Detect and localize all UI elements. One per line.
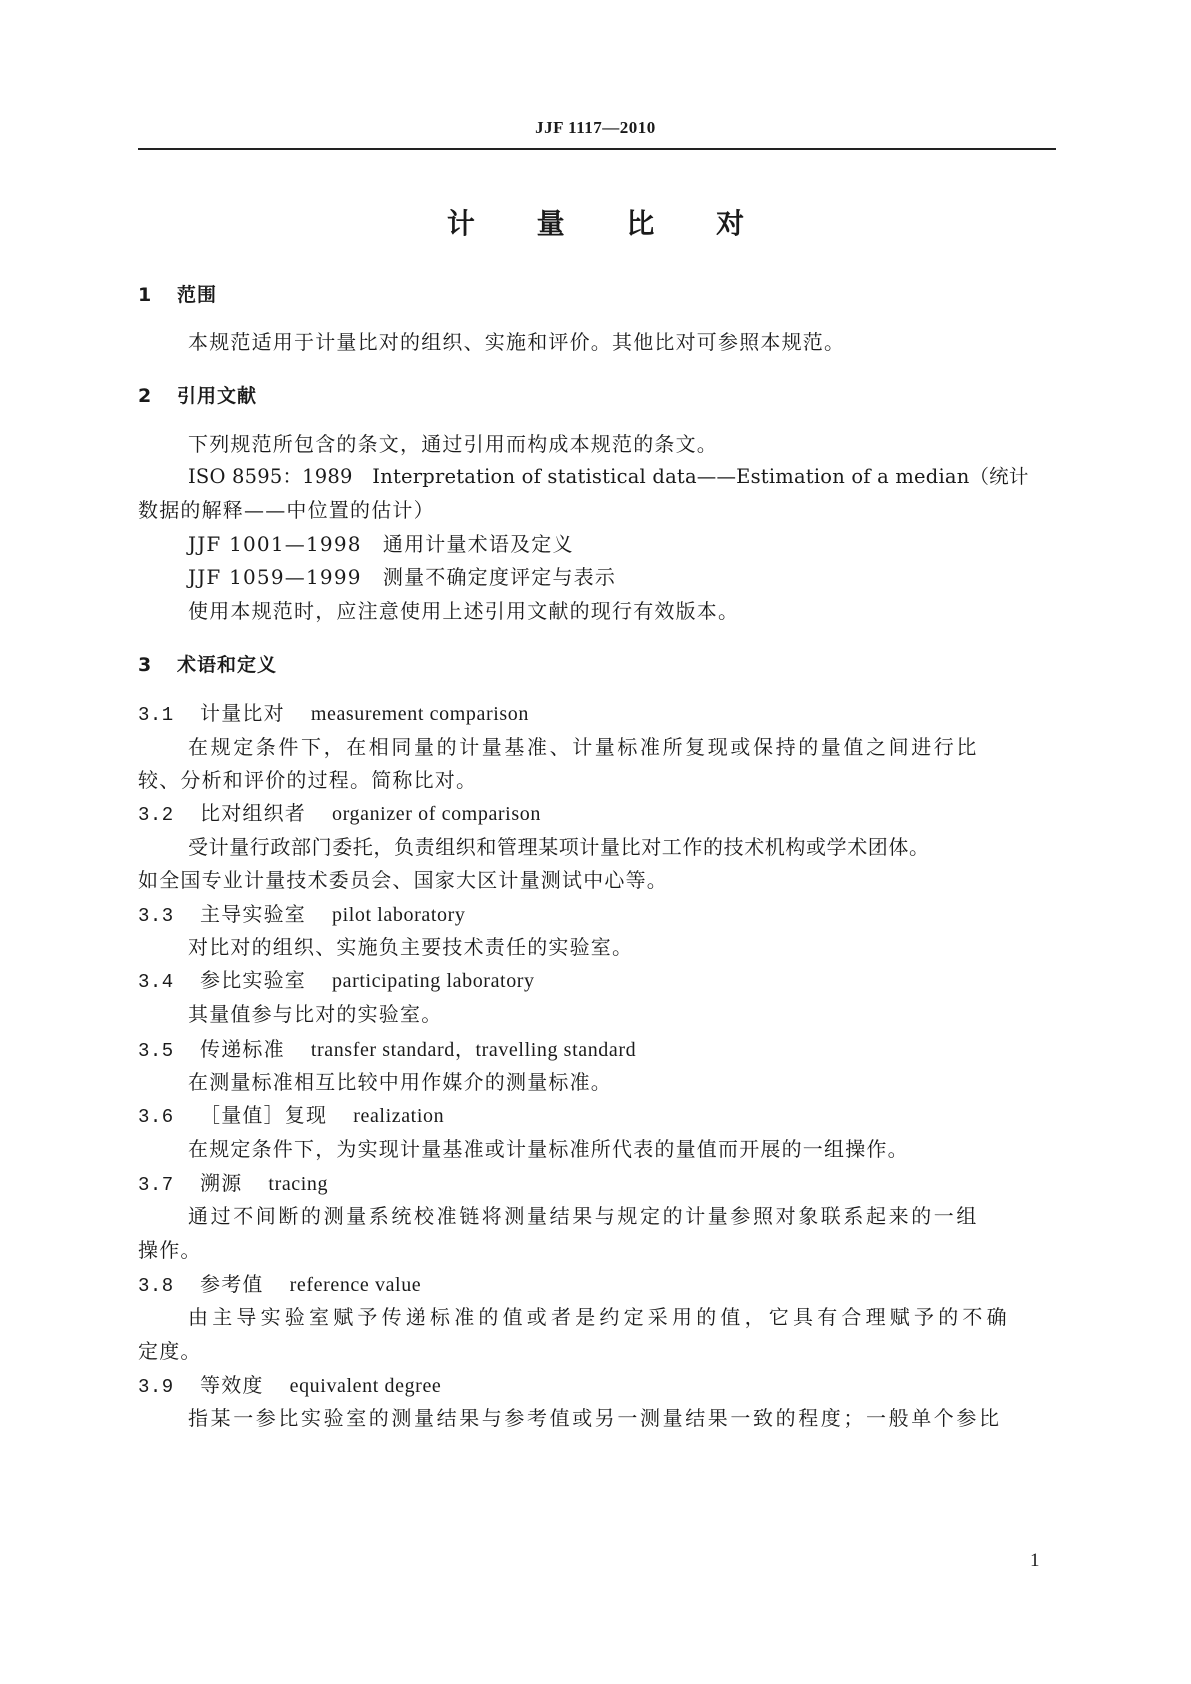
- term-heading: [138, 967, 535, 995]
- scope-paragraph: 本规范适用于计量比对的组织、实施和评价。其他比对可参照本规范。: [188, 330, 846, 354]
- term-number: 3.7: [138, 1174, 174, 1196]
- term-number: 3.6: [138, 1106, 174, 1128]
- section-number: 1: [138, 284, 153, 306]
- refs-intro: 下列规范所包含的条文，通过引用而构成本规范的条文。: [188, 432, 718, 456]
- term-definition-line: 在规定条件下，为实现计量基准或计量标准所代表的量值而开展的一组操作。: [188, 1137, 909, 1161]
- term-definition-line: 定度。: [138, 1339, 202, 1363]
- term-zh: 等效度: [200, 1373, 264, 1397]
- section-number: 2: [138, 385, 153, 407]
- ref-iso-8595-line2: 数据的解释——中位置的估计）: [138, 498, 435, 522]
- term-en: realization: [353, 1105, 445, 1127]
- ref-jjf-1001: JJF 1001—1998 通用计量术语及定义: [188, 532, 574, 556]
- term-definition-line: 较、分析和评价的过程。简称比对。: [138, 768, 478, 792]
- document-title: 计 量 比 对: [446, 207, 771, 240]
- term-zh: 比对组织者: [200, 801, 306, 825]
- term-en: reference value: [289, 1274, 422, 1296]
- term-definition-line: 在规定条件下，在相同量的计量基准、计量标准所复现或保持的量值之间进行比: [188, 735, 979, 759]
- section-heading-terms: [138, 650, 277, 677]
- term-definition-line: 如全国专业计量技术委员会、国家大区计量测试中心等。: [138, 868, 668, 892]
- term-zh: 参考值: [200, 1272, 264, 1296]
- ref-iso-8595-line1: ISO 8595：1989 Interpretation of statistical data——Estimation of a median（统计: [188, 465, 1029, 488]
- term-en: pilot laboratory: [332, 904, 466, 926]
- term-zh: 参比实验室: [200, 968, 306, 992]
- term-heading: [138, 1036, 636, 1064]
- term-heading: [138, 901, 465, 929]
- term-definition-line: 指某一参比实验室的测量结果与参考值或另一测量结果一致的程度；一般单个参比: [188, 1406, 1002, 1430]
- term-zh: 主导实验室: [200, 902, 306, 926]
- section-heading-references: [138, 381, 257, 408]
- term-definition-line: 受计量行政部门委托，负责组织和管理某项计量比对工作的技术机构或学术团体。: [188, 835, 930, 859]
- header-code: JJF 1117—2010: [535, 118, 656, 137]
- term-number: 3.8: [138, 1275, 174, 1297]
- section-title: 术语和定义: [177, 654, 278, 676]
- term-en: transfer standard，travelling standard: [310, 1039, 637, 1061]
- term-definition-line: 通过不间断的测量系统校准链将测量结果与规定的计量参照对象联系起来的一组: [188, 1204, 979, 1228]
- term-en: participating laboratory: [332, 970, 535, 992]
- page-number: 1: [1030, 1550, 1040, 1571]
- section-title: 引用文献: [177, 385, 258, 407]
- header-rule: [138, 148, 1056, 150]
- term-number: 3.9: [138, 1376, 174, 1398]
- term-en: tracing: [268, 1173, 329, 1195]
- term-heading: [138, 1102, 444, 1130]
- term-heading: [138, 700, 529, 728]
- term-definition-line: 对比对的组织、实施负主要技术责任的实验室。: [188, 935, 634, 959]
- term-zh: 传递标准: [200, 1037, 285, 1061]
- refs-note: 使用本规范时，应注意使用上述引用文献的现行有效版本。: [188, 599, 740, 623]
- term-number: 3.2: [138, 804, 174, 826]
- term-en: measurement comparison: [310, 703, 529, 725]
- term-number: 3.4: [138, 971, 174, 993]
- section-heading-scope: [138, 280, 217, 307]
- term-en: organizer of comparison: [332, 803, 541, 825]
- term-heading: [138, 1271, 421, 1299]
- term-definition-line: 在测量标准相互比较中用作媒介的测量标准。: [188, 1070, 612, 1094]
- term-number: 3.3: [138, 905, 174, 927]
- section-number: 3: [138, 654, 153, 676]
- term-en: equivalent degree: [289, 1375, 442, 1397]
- term-definition-line: 由主导实验室赋予传递标准的值或者是约定采用的值，它具有合理赋予的不确: [188, 1305, 1011, 1329]
- term-zh: ［量值］复现: [200, 1103, 328, 1127]
- term-heading: [138, 1372, 441, 1400]
- term-number: 3.1: [138, 704, 174, 726]
- term-zh: 溯源: [200, 1171, 243, 1195]
- ref-jjf-1059: JJF 1059—1999 测量不确定度评定与表示: [188, 565, 617, 589]
- term-definition-line: 其量值参与比对的实验室。: [188, 1002, 443, 1026]
- term-heading: [138, 800, 541, 828]
- term-zh: 计量比对: [200, 701, 285, 725]
- term-definition-line: 操作。: [138, 1238, 202, 1262]
- term-heading: [138, 1170, 328, 1198]
- section-title: 范围: [177, 284, 218, 306]
- term-number: 3.5: [138, 1040, 174, 1062]
